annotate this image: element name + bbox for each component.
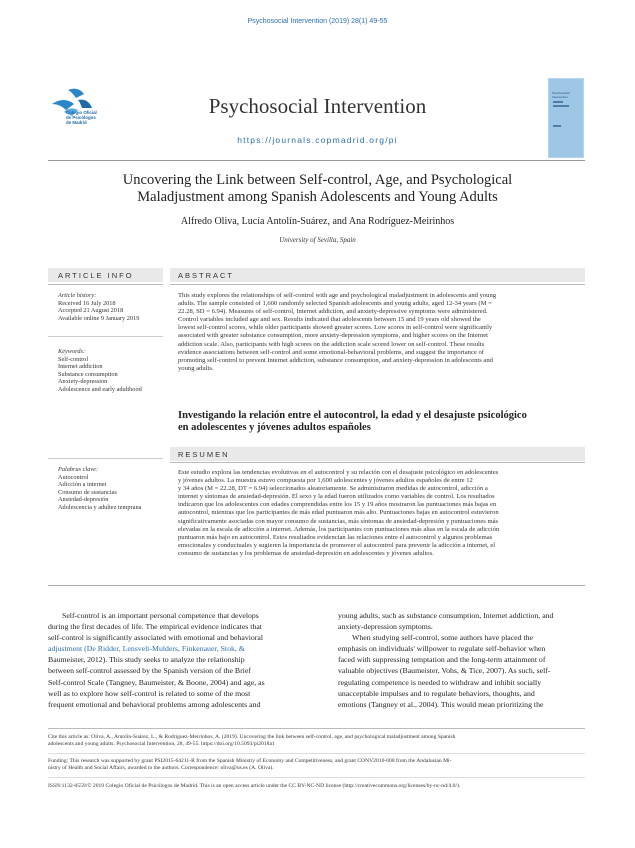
abstract-heading: ABSTRACT bbox=[178, 271, 235, 280]
resumen-line: autocontrol, mientras que los participantes de más edad puntuaron más alto. Puntuaciones bajas en autocontrol estuvieron bbox=[178, 509, 499, 517]
resumen-line: puntuaron más bajo en autocontrol. Estos resultados evidencian las relaciones entre el autocontrol y algunos problemas bbox=[178, 533, 493, 541]
palabras-label: Palabras clave: bbox=[58, 466, 99, 473]
abstract-line: young adults. bbox=[178, 364, 214, 372]
body-line: When studying self-control, some authors have placed the bbox=[352, 633, 534, 643]
history-item: Accepted 21 August 2018 bbox=[58, 307, 124, 315]
spanish-title-line: en adolescentes y jóvenes adultos españoles bbox=[178, 422, 371, 433]
body-line: frequent emotional and behavioral problems among adolescents and bbox=[48, 699, 261, 709]
palabras-clave bbox=[58, 466, 170, 512]
resumen-line: consumo de sustancias y los problemas de ansiedad-depresión en adolescentes y jóvenes adultos. bbox=[178, 549, 434, 557]
cite-line: Cite this article as: Oliva, A., Antolín-Suárez, L., & Rodríguez-Meirinhos, A. (2019). Uncovering the link between self-control, age, and psychological maladjustment among Spanish bbox=[48, 734, 456, 740]
abstract-line: promoting self-control to prevent Internet addiction, substance consumption, and anxiety-depression in adolescents and bbox=[178, 356, 493, 364]
resumen-text bbox=[178, 469, 583, 558]
body-line: during the first decades of life. The empirical evidence indicates that bbox=[48, 622, 262, 632]
article-info-heading: ARTICLE INFO bbox=[58, 271, 134, 280]
body-line: valuable objectives (Baumeister, Vohs, & Tice, 2007). As such, self- bbox=[338, 666, 551, 676]
cover-decoration bbox=[553, 125, 561, 127]
abstract-line: lowest self-control scores, while older participants showed greater scores. Low scores in self-control were significantly bbox=[178, 324, 493, 332]
keyword: Anxiety-depression bbox=[58, 378, 108, 386]
affiliation: University of Sevilla, Spain bbox=[279, 236, 356, 244]
journal-url-link[interactable]: https://journals.copmadrid.org/pi bbox=[237, 135, 398, 145]
abstract-line: This study explores the relationships of self-control with age and psychological maladjustment in adolescents and young bbox=[178, 292, 497, 299]
resumen-line: indicaron que los adolescentes con edades comprendidas entre los 15 y 19 años mostraron las puntuaciones más bajas en bbox=[178, 501, 497, 509]
body-column-left bbox=[48, 610, 308, 710]
keyword: Self-control bbox=[58, 355, 89, 363]
resumen-line: emocionales y conductuales y sugieren la importancia de promover el autocontrol para prevenir la adicción a internet, el bbox=[178, 541, 496, 549]
divider bbox=[48, 284, 163, 285]
body-line: unacceptable impulses and to regulate behaviors, thoughts, and bbox=[338, 688, 535, 698]
resumen-heading-bar bbox=[170, 447, 585, 461]
body-column-right bbox=[338, 610, 586, 710]
funding bbox=[48, 758, 588, 773]
funding-line: Funding: This research was supported by grant PSI2015-64211-R from the Spanish Ministry of Economy and Competitiveness, and grant CONV2010-008 from the Andalusian Mi- bbox=[48, 758, 452, 764]
spanish-title-line: Investigando la relación entre el autocontrol, la edad y el desajuste psicológico bbox=[178, 410, 527, 421]
body-line: Baumeister, 2012). This study seeks to analyze the relationship bbox=[48, 655, 245, 665]
resumen-heading: RESUMEN bbox=[178, 450, 230, 459]
journal-citation-line: Psychosocial Intervention (2019) 28(1) 49-55 bbox=[247, 18, 388, 25]
abstract-line: 22.28, SD = 6.94). Measures of self-control, Internet addiction, and anxiety-depressive symptoms were administered. bbox=[178, 308, 488, 316]
journal-cover-thumbnail bbox=[548, 78, 584, 158]
body-line: adjustment (De Ridder, Lensvelt-Mulders, Finkenauer, Stok, & bbox=[48, 644, 245, 654]
header-divider bbox=[48, 160, 585, 161]
paper-title-line: Uncovering the Link between Self-control, Age, and Psychological bbox=[122, 172, 513, 188]
keyword: Internet addiction bbox=[58, 363, 103, 371]
cover-decoration bbox=[553, 105, 569, 107]
abstract-line: adults. The sample consisted of 1,600 randomly selected Spanish adolescents and young adults, aged 12-34 years (M = bbox=[178, 300, 492, 308]
article-history bbox=[58, 292, 168, 322]
palabra: Adolescencia y adultez temprana bbox=[58, 503, 142, 511]
body-line: faced with suppressing temptation and the long-term attainment of bbox=[338, 655, 546, 665]
resumen-line: y 34 años (M = 22.28, DT = 6.94) seleccionados aleatoriamente. Se administraron medidas de autocontrol, adicción a bbox=[178, 485, 488, 493]
resumen-line: internet y síntomas de ansiedad-depresión. El sexo y la edad fueron utilizados como variables de control. Los resultados bbox=[178, 493, 495, 501]
divider bbox=[170, 462, 585, 463]
paper-title-line: Maladjustment among Spanish Adolescents and Young Adults bbox=[137, 189, 498, 205]
journal-title: Psychosocial Intervention bbox=[208, 94, 427, 118]
footer-divider bbox=[48, 777, 585, 778]
palabra: Ansiedad-depresión bbox=[58, 496, 109, 504]
divider bbox=[48, 336, 163, 337]
authors: Alfredo Oliva, Lucía Antolín-Suárez, and Ana Rodríguez-Meirinhos bbox=[180, 216, 455, 227]
cover-title: Psychosocial Intervention bbox=[552, 91, 570, 99]
body-line: Self-control is an important personal competence that develops bbox=[62, 611, 259, 620]
history-label: Article history: bbox=[58, 292, 97, 299]
body-line: anxiety-depression symptoms. bbox=[338, 622, 433, 632]
resumen-line: elevadas en la escala de adicción a internet. Además, los participantes con puntuaciones más altas en la escala de adicción bbox=[178, 525, 500, 533]
cite-as bbox=[48, 734, 588, 749]
body-line: between self-control assessed by the Spanish version of the Brief bbox=[48, 666, 251, 676]
palabra: Autocontrol bbox=[58, 473, 89, 481]
palabra: Adicción a internet bbox=[58, 481, 107, 489]
body-line: young adults, such as substance consumption, Internet addiction, and bbox=[338, 611, 554, 620]
keyword: Adolescence and early adulthood bbox=[58, 385, 142, 393]
keywords bbox=[58, 348, 168, 394]
keyword: Substance consumption bbox=[58, 370, 118, 378]
body-line: Self-control Scale (Tangney, Baumeister, & Boone, 2004) and age, as bbox=[48, 677, 265, 687]
footer-divider bbox=[48, 753, 585, 754]
abstract-line: associated with greater substance consumption, more anxiety-depression symptoms, and higher scores on the Internet bbox=[178, 332, 489, 340]
body-line: self-control is significantly associated with emotional and behavioral bbox=[48, 633, 264, 643]
body-line: well as to explore how self-control is related to some of the most bbox=[48, 688, 251, 698]
abstract-line: Control variables included age and sex. Results indicated that adolescents between 15 and 19 years old showed the bbox=[178, 316, 481, 324]
abstract-text bbox=[178, 292, 583, 373]
resumen-line: Este estudio explora las tendencias evolutivas en el autocontrol y su relación con el desajuste psicológico en adolescentes bbox=[178, 469, 499, 476]
issn-license: ISSN:1132-0559/© 2019 Colegio Oficial de Psicólogos de Madrid. This is an open access article under the CC BY-NC-ND license (http://creativecommons.org/licenses/by-nc-nd/4.0/). bbox=[48, 783, 461, 789]
resumen-line: y jóvenes adultos. La muestra estuvo compuesta por 1,600 adolescentes y jóvenes adultos españoles de entre 12 bbox=[178, 477, 473, 485]
logo-text-line: Colegio Oficial bbox=[66, 110, 97, 115]
funding-line: nistry of Health and Social Affairs, awarded to the authors. Correspondence: oliva@us.es (A. Oliva). bbox=[48, 765, 274, 772]
footer-divider bbox=[48, 728, 585, 729]
abstract-line: evidence associations between self-control and some emotional-behavioral problems, and suggest the importance of bbox=[178, 348, 484, 356]
body-line: emotions (Tangney et al., 2004). This would mean prioritizing the bbox=[338, 699, 544, 709]
spanish-title bbox=[178, 410, 588, 434]
logo-text-line: de Madrid bbox=[66, 120, 87, 125]
body-line: emphasis on individuals' willpower to regulate self-behavior when bbox=[338, 644, 546, 654]
divider bbox=[48, 458, 163, 459]
keywords-label: Keywords: bbox=[58, 348, 86, 355]
resumen-line: significativamente asociadas con mayor consumo de sustancias, más síntomas de ansiedad-depresión y puntuaciones más bbox=[178, 517, 499, 525]
history-item: Received 16 July 2018 bbox=[58, 299, 116, 307]
cover-decoration bbox=[553, 101, 563, 103]
logo-text-line: de Psicólogos bbox=[66, 115, 96, 120]
palabra: Consumo de sustancias bbox=[58, 488, 117, 496]
divider bbox=[170, 284, 585, 285]
cite-line: adolescents and young adults. Psychosocial Intervention, 28, 49-55. https://doi.org/10.5093/pi2018a1 bbox=[48, 741, 275, 748]
history-item: Available online 9 January 2019 bbox=[58, 314, 140, 322]
abstract-line: addiction scale. Also, participants with high scores on the addiction scale scored lower on self-control. These results bbox=[178, 340, 485, 348]
body-line: regulating competence is needed to withdraw and inhibit socially bbox=[338, 677, 542, 687]
front-matter-divider bbox=[48, 585, 585, 586]
paper-title bbox=[60, 172, 575, 206]
